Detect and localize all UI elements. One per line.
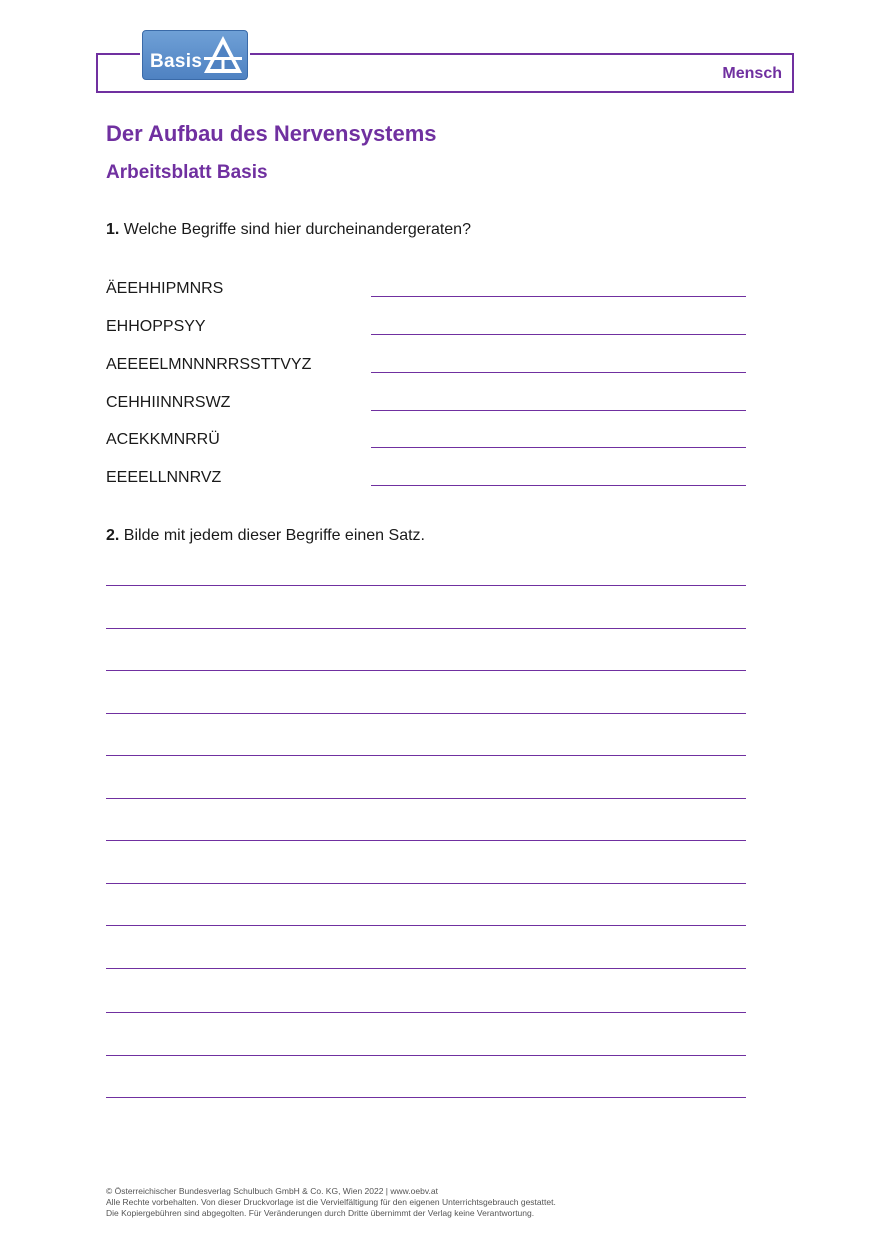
writing-line[interactable] bbox=[106, 585, 746, 586]
task-1-number: 1. bbox=[106, 221, 120, 238]
writing-line[interactable] bbox=[106, 840, 746, 841]
answer-line[interactable] bbox=[371, 334, 746, 335]
copyright-footer bbox=[106, 1186, 556, 1219]
task-1-text: Welche Begriffe sind hier durcheinandergeraten? bbox=[119, 221, 471, 238]
footer-line: Alle Rechte vorbehalten. Von dieser Druckvorlage ist die Vervielfältigung für den eigenen Unterrichtsgebrauch gestattet. bbox=[106, 1197, 556, 1207]
writing-line[interactable] bbox=[106, 755, 746, 756]
answer-line[interactable] bbox=[371, 410, 746, 411]
writing-line[interactable] bbox=[106, 883, 746, 884]
task-2 bbox=[106, 527, 425, 545]
writing-line[interactable] bbox=[106, 1097, 746, 1098]
task-1 bbox=[106, 221, 471, 239]
pyramid-icon bbox=[201, 33, 245, 77]
page-title: Der Aufbau des Nervensystems bbox=[106, 121, 437, 146]
scrambled-word: ACEKKMNRRÜ bbox=[106, 431, 220, 448]
answer-line[interactable] bbox=[371, 296, 746, 297]
writing-line[interactable] bbox=[106, 968, 746, 969]
scrambled-word: ÄEEHHIPMNRS bbox=[106, 280, 224, 297]
task-2-number: 2. bbox=[106, 527, 120, 544]
writing-line[interactable] bbox=[106, 925, 746, 926]
subject-label: Mensch bbox=[722, 65, 782, 82]
writing-line[interactable] bbox=[106, 1012, 746, 1013]
scrambled-word: AEEEELMNNNRRSSTTVYZ bbox=[106, 356, 312, 373]
scrambled-word: EHHOPPSYY bbox=[106, 318, 206, 335]
writing-line[interactable] bbox=[106, 670, 746, 671]
page-subtitle: Arbeitsblatt Basis bbox=[106, 162, 268, 183]
scrambled-word: EEEELLNNRVZ bbox=[106, 469, 222, 486]
task-2-text: Bilde mit jedem dieser Begriffe einen Satz. bbox=[119, 527, 425, 544]
writing-line[interactable] bbox=[106, 628, 746, 629]
writing-line[interactable] bbox=[106, 798, 746, 799]
answer-line[interactable] bbox=[371, 447, 746, 448]
footer-line: Die Kopiergebühren sind abgegolten. Für Veränderungen durch Dritte übernimmt der Verlag keine Verantwortung. bbox=[106, 1208, 535, 1218]
basis-logo bbox=[142, 30, 248, 80]
footer-line: © Österreichischer Bundesverlag Schulbuch GmbH & Co. KG, Wien 2022 | www.oebv.at bbox=[106, 1186, 438, 1196]
answer-line[interactable] bbox=[371, 485, 746, 486]
answer-line[interactable] bbox=[371, 372, 746, 373]
writing-line[interactable] bbox=[106, 1055, 746, 1056]
scrambled-word: CEHHIINNRSWZ bbox=[106, 394, 231, 411]
writing-line[interactable] bbox=[106, 713, 746, 714]
logo-text: Basis bbox=[150, 51, 203, 72]
